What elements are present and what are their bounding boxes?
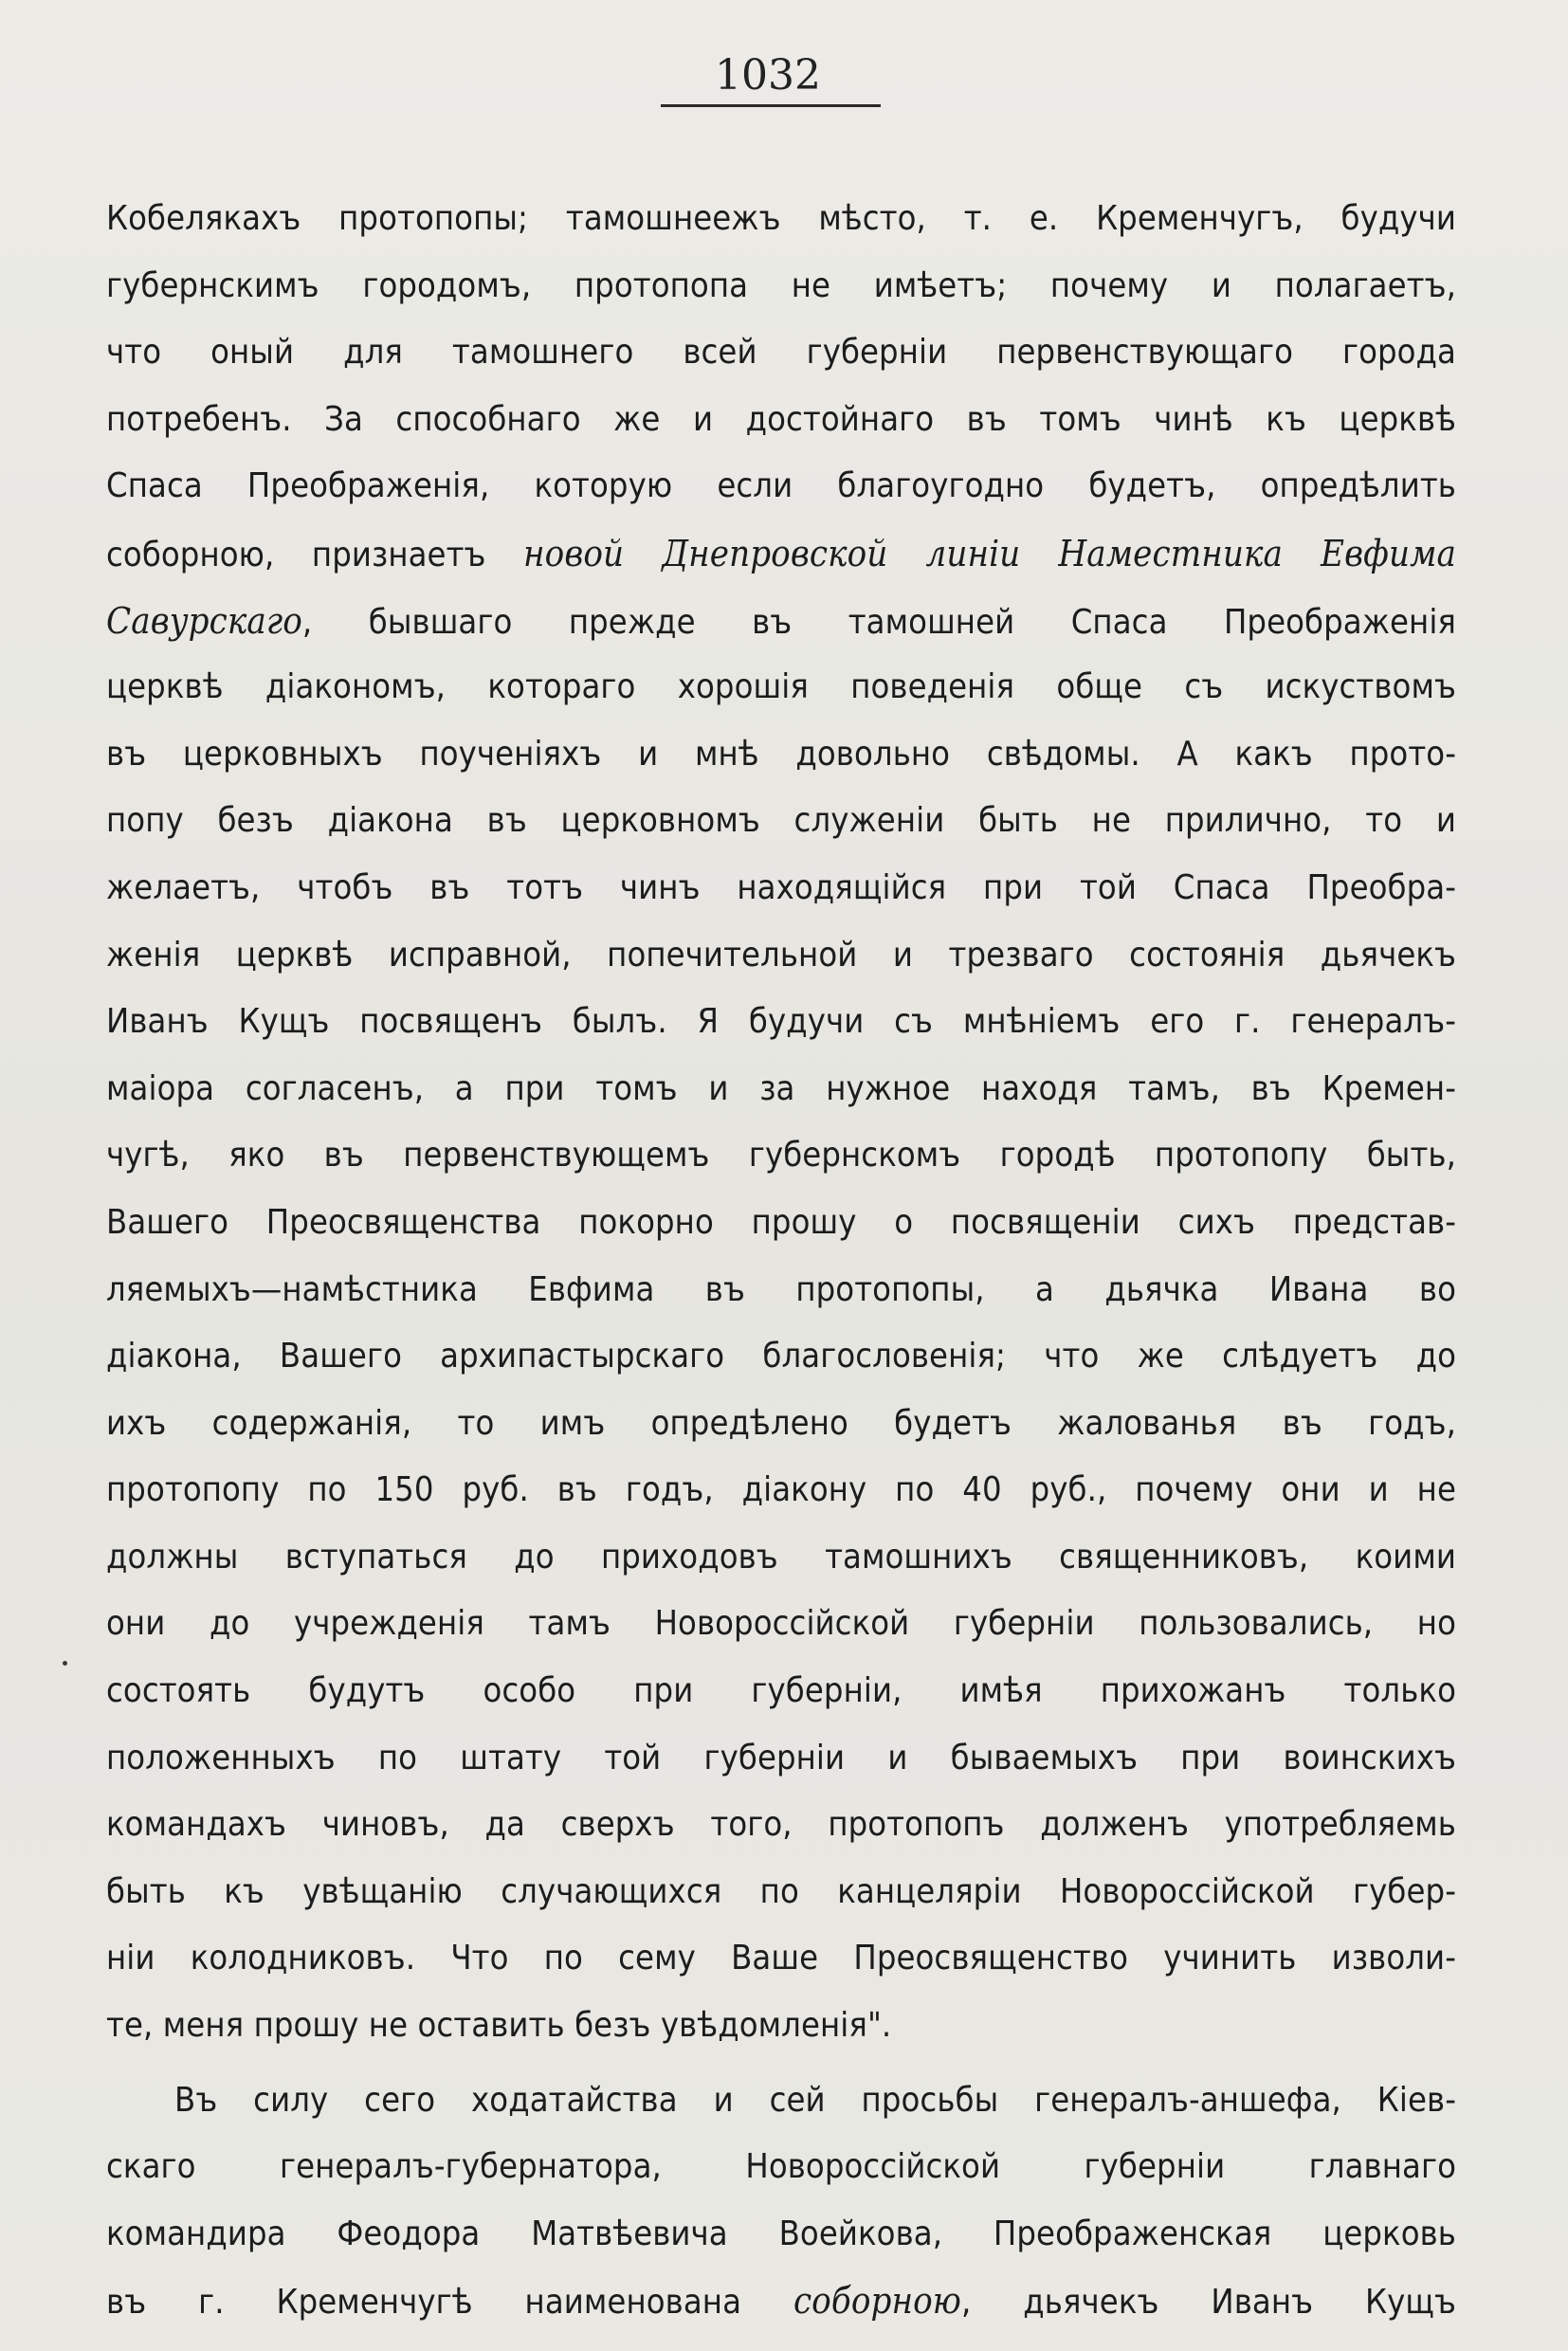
text-line-28: те, меня прошу не оставить безъ увѣдомленія". <box>106 2006 892 2046</box>
italic-name-savurskago: Савурскаго <box>106 599 302 642</box>
text-line-9: въ церковныхъ поученіяхъ и мнѣ довольно свѣдомы. А какъ прото- <box>106 734 1456 774</box>
text-line-26: быть къ увѣщанію случающихся по канцеляріи Новороссійской губер- <box>106 1871 1456 1911</box>
text-line-5: Спаса Преображенія, которую если благоугодно будетъ, опредѣлить <box>106 466 1456 506</box>
text-line-12: женія церквѣ исправной, попечительной и трезваго состоянія дьячекъ <box>106 935 1456 975</box>
text-line-3: что оный для тамошнего всей губерніи первенствующаго города <box>106 333 1456 373</box>
text-line-23: состоять будутъ особо при губерніи, имѣя прихожанъ только <box>106 1671 1456 1711</box>
print-speck <box>63 1661 67 1666</box>
text-line-1: Кобелякахъ протопопы; тамошнеежъ мѣсто, т. е. Кременчугъ, будучи <box>106 199 1456 238</box>
text-line-27: ніи колодниковъ. Что по сему Ваше Преосвященство учинить изволи- <box>106 1939 1456 1978</box>
italic-phrase-deputy: новой Днепровской линіи Наместника Евфима <box>523 532 1457 574</box>
text-line-6-pre: соборною, признаетъ <box>106 535 524 574</box>
text-line-11: желаетъ, чтобъ въ тотъ чинъ находящійся при той Спаса Преобра- <box>106 867 1456 907</box>
text-line-7-post: , бывшаго прежде въ тамошней Спаса Преображенія <box>301 602 1456 642</box>
text-line-31: командира Феодора Матвѣевича Воейкова, Преображенская церковь <box>106 2214 1456 2253</box>
text-line-8: церквѣ діакономъ, котораго хорошія поведенія обще съ искуствомъ <box>106 667 1456 707</box>
text-line-19: ихъ содержанія, то имъ опредѣлено будетъ жалованья въ годъ, <box>106 1403 1456 1443</box>
text-line-30: скаго генералъ-губернатора, Новороссійской губерніи главнаго <box>106 2147 1456 2187</box>
text-line-2: губернскимъ городомъ, протопопа не имѣетъ; почему и полагаетъ, <box>106 265 1456 305</box>
text-line-22: они до учрежденія тамъ Новороссійской губерніи пользовались, но <box>106 1604 1456 1644</box>
text-line-20: протопопу по 150 руб. въ годъ, діакону по 40 руб., почему они и не <box>106 1470 1456 1510</box>
page-number: 1032 <box>715 51 821 100</box>
italic-word-sobornoyu: соборною <box>793 2280 961 2323</box>
text-line-7 <box>106 588 1456 655</box>
body-text <box>106 186 1456 2335</box>
text-line-16: Вашего Преосвященства покорно прошу о посвященіи сихъ представ- <box>106 1202 1456 1242</box>
text-line-24: положенныхъ по штату той губерніи и бываемыхъ при воинскихъ <box>106 1738 1456 1777</box>
text-line-18: діакона, Вашего архипастырскаго благословенія; что же слѣдуетъ до <box>106 1337 1456 1376</box>
text-line-25: командахъ чиновъ, да сверхъ того, протопопъ долженъ употребляемь <box>106 1805 1456 1845</box>
text-line-32-post: , дьячекъ Иванъ Кущъ <box>961 2283 1456 2323</box>
text-line-4: потребенъ. За способнаго же и достойнаго въ томъ чинѣ къ церквѣ <box>106 399 1456 439</box>
text-line-14: маіора согласенъ, а при томъ и за нужное находя тамъ, въ Кремен- <box>106 1068 1456 1108</box>
text-line-15: чугѣ, яко въ первенствующемъ губернскомъ городѣ протопопу быть, <box>106 1136 1456 1176</box>
text-line-10: попу безъ діакона въ церковномъ служеніи быть не прилично, то и <box>106 801 1456 841</box>
text-line-17: ляемыхъ—намѣстника Евфима въ протопопы, а дьячка Ивана во <box>106 1269 1456 1309</box>
page-number-rule <box>661 104 881 107</box>
text-line-21: должны вступаться до приходовъ тамошнихъ священниковъ, коими <box>106 1537 1456 1576</box>
text-line-6 <box>106 520 1456 588</box>
text-line-29: Въ силу сего ходатайства и сей просьбы генералъ-аншефа, Кіев- <box>174 2080 1456 2120</box>
text-line-32 <box>106 2268 1456 2335</box>
text-line-32-pre: въ г. Кременчугѣ наименована <box>106 2283 793 2323</box>
text-line-13: Иванъ Кущъ посвященъ былъ. Я будучи съ мнѣніемъ его г. генералъ- <box>106 1002 1456 1042</box>
